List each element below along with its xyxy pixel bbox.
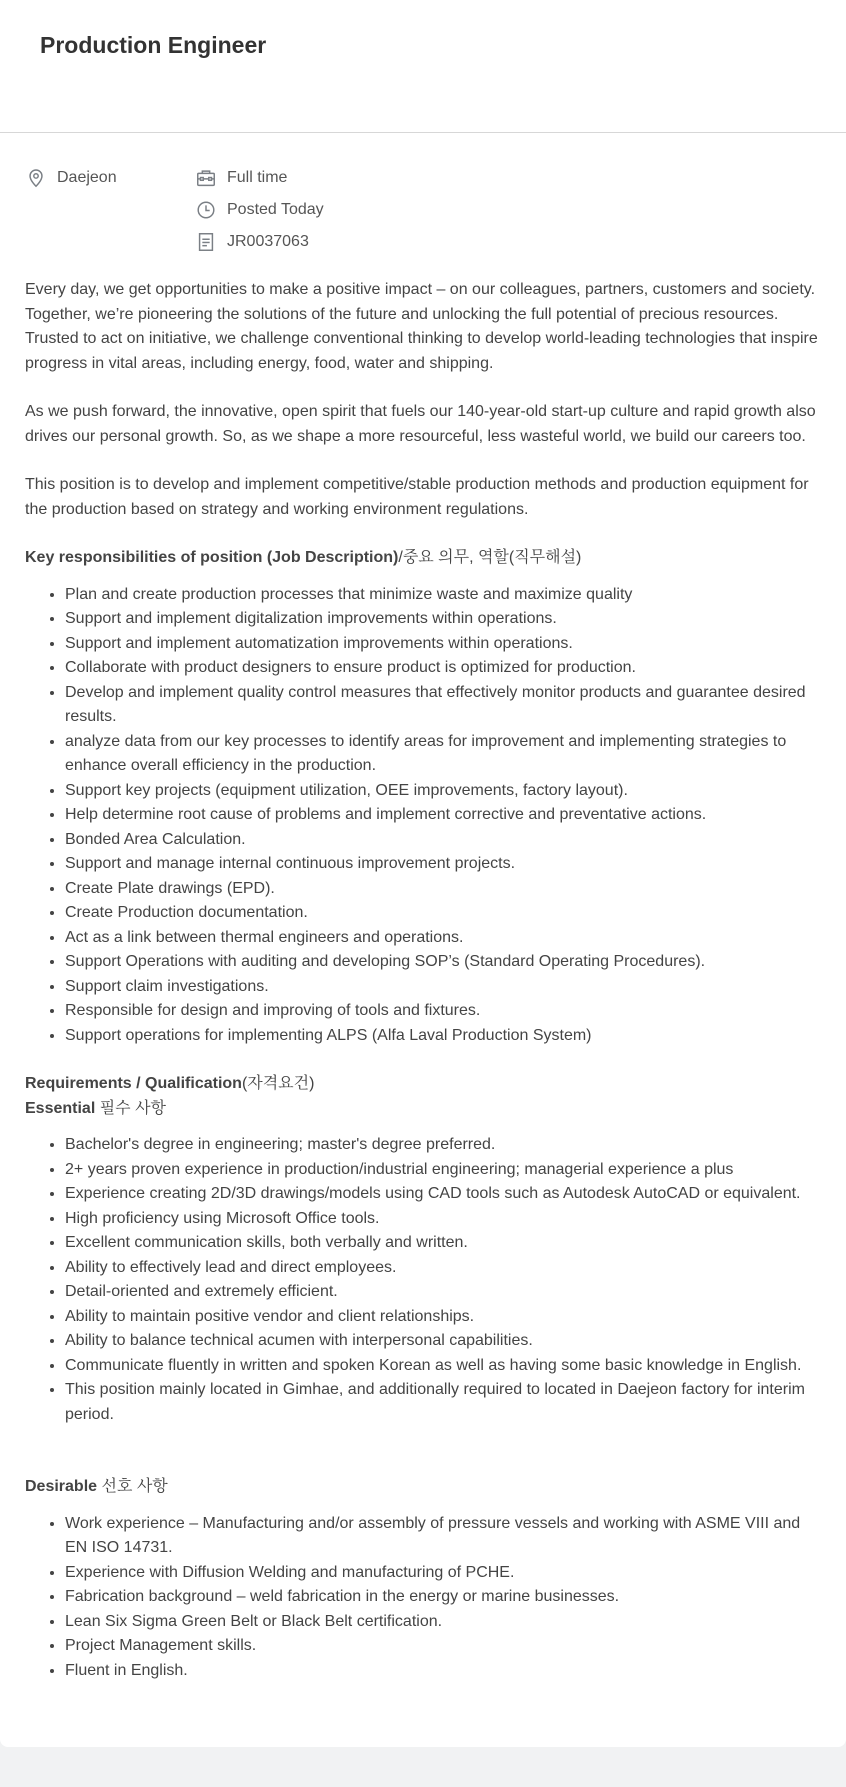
list-item: • Ability to maintain positive vendor and client relationships. xyxy=(65,1305,821,1330)
list-item: • Support operations for implementing ALPS (Alfa Laval Production System) xyxy=(65,1024,821,1049)
list-item: • Responsible for design and improving of tools and fixtures. xyxy=(65,999,821,1024)
job-meta xyxy=(0,133,846,253)
list-item: • Fluent in English. xyxy=(65,1659,821,1684)
list-item: • Experience with Diffusion Welding and manufacturing of PCHE. xyxy=(65,1561,821,1586)
posted-row xyxy=(195,199,324,221)
list-item: • Work experience – Manufacturing and/or assembly of pressure vessels and working with ASME VIII and EN ISO 14731. xyxy=(65,1512,821,1561)
list-item: • Communicate fluently in written and spoken Korean as well as having some basic knowledge in English. xyxy=(65,1354,821,1379)
list-item: • Detail-oriented and extremely efficient. xyxy=(65,1280,821,1305)
posted-date: Posted Today xyxy=(227,201,324,218)
document-icon xyxy=(195,231,217,253)
responsibilities-list xyxy=(25,583,821,1049)
job-location: Daejeon xyxy=(57,169,117,186)
desirable-list xyxy=(25,1512,821,1684)
essential-list xyxy=(25,1133,821,1427)
employment-type-row xyxy=(195,167,287,189)
list-item: • Ability to effectively lead and direct employees. xyxy=(65,1256,821,1281)
desirable-heading: Desirable 선호 사항 xyxy=(25,1478,168,1495)
list-item: • Collaborate with product designers to ensure product is optimized for production. xyxy=(65,656,821,681)
list-item: • Experience creating 2D/3D drawings/models using CAD tools such as Autodesk AutoCAD or equivalent. xyxy=(65,1182,821,1207)
requirements-heading: Requirements / Qualification(자격요건) xyxy=(25,1075,315,1092)
list-item: • Project Management skills. xyxy=(65,1634,821,1659)
list-item: • Support and implement automatization improvements within operations. xyxy=(65,632,821,657)
map-pin-icon xyxy=(25,167,47,189)
list-item: • analyze data from our key processes to identify areas for improvement and implementing strategies to enhance overall efficiency in the production. xyxy=(65,730,821,779)
job-title: Production Engineer xyxy=(40,32,267,58)
spacer xyxy=(25,1427,821,1475)
list-item: • Develop and implement quality control measures that effectively monitor products and guarantee desired results. xyxy=(65,681,821,730)
job-description xyxy=(0,278,846,1683)
list-item: • Fabrication background – weld fabrication in the energy or marine businesses. xyxy=(65,1585,821,1610)
list-item: • Bachelor's degree in engineering; master's degree preferred. xyxy=(65,1133,821,1158)
list-item: • Support Operations with auditing and developing SOP’s (Standard Operating Procedures). xyxy=(65,950,821,975)
list-item: • Lean Six Sigma Green Belt or Black Belt certification. xyxy=(65,1610,821,1635)
list-item: • Ability to balance technical acumen with interpersonal capabilities. xyxy=(65,1329,821,1354)
list-item: • Support claim investigations. xyxy=(65,975,821,1000)
list-item: • Create Production documentation. xyxy=(65,901,821,926)
list-item: • Excellent communication skills, both verbally and written. xyxy=(65,1231,821,1256)
list-item: • This position mainly located in Gimhae, and additionally required to located in Daejeon factory for interim period. xyxy=(65,1378,821,1427)
employment-type: Full time xyxy=(227,169,288,186)
intro-paragraph: As we push forward, the innovative, open spirit that fuels our 140-year-old start-up culture and rapid growth also drives our personal growth. So, as we shape a more resourceful, less wasteful world, we build our careers too. xyxy=(25,403,816,445)
list-item: • 2+ years proven experience in production/industrial engineering; managerial experience a plus xyxy=(65,1158,821,1183)
location-row xyxy=(25,167,117,189)
list-item: • Act as a link between thermal engineers and operations. xyxy=(65,926,821,951)
requisition-row xyxy=(195,231,309,253)
list-item: • High proficiency using Microsoft Office tools. xyxy=(65,1207,821,1232)
intro-paragraph: This position is to develop and implement competitive/stable production methods and production equipment for the production based on strategy and working environment regulations. xyxy=(25,476,809,518)
list-item: • Create Plate drawings (EPD). xyxy=(65,877,821,902)
list-item: • Support and manage internal continuous improvement projects. xyxy=(65,852,821,877)
intro-paragraph: Every day, we get opportunities to make a positive impact – on our colleagues, partners, customers and society. Together, we’re pioneering the solutions of the future and unlocking the full potential of precious resources. Trusted to act on initiative, we challenge conventional thinking to develop world-leading technologies that inspire progress in vital areas, including energy, food, water and shipping. xyxy=(25,281,818,372)
essential-heading: Essential 필수 사항 xyxy=(25,1099,166,1117)
requisition-id: JR0037063 xyxy=(227,233,309,250)
list-item: • Support and implement digitalization improvements within operations. xyxy=(65,607,821,632)
clock-icon xyxy=(195,199,217,221)
list-item: • Help determine root cause of problems and implement corrective and preventative actions. xyxy=(65,803,821,828)
list-item: • Support key projects (equipment utilization, OEE improvements, factory layout). xyxy=(65,779,821,804)
list-item: • Bonded Area Calculation. xyxy=(65,828,821,853)
job-header xyxy=(0,0,846,133)
list-item: • Plan and create production processes that minimize waste and maximize quality xyxy=(65,583,821,608)
briefcase-icon xyxy=(195,167,217,189)
responsibilities-heading: Key responsibilities of position (Job Description)/중요 의무, 역할(직무해설) xyxy=(25,549,582,566)
